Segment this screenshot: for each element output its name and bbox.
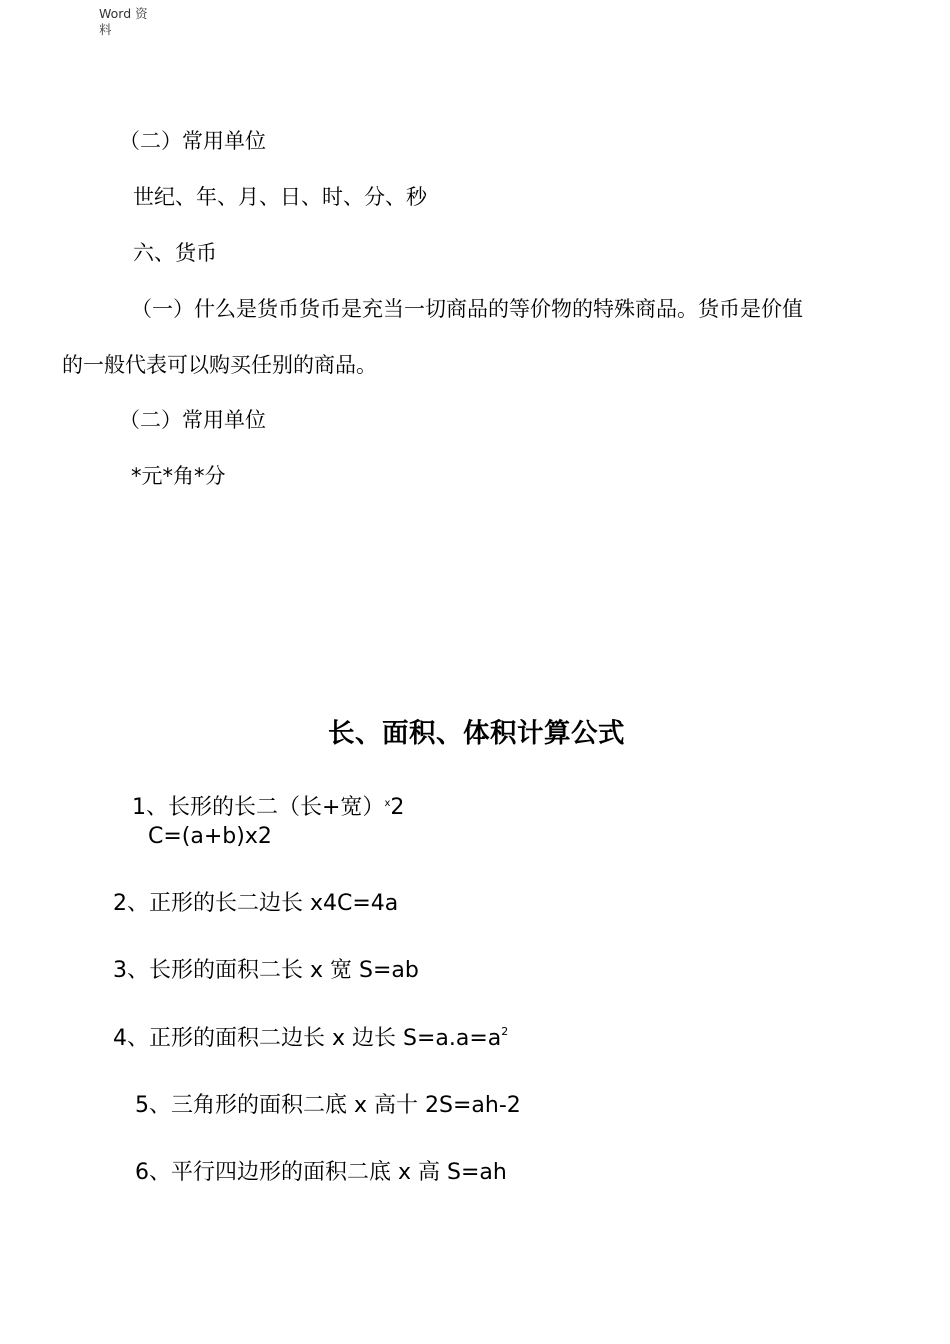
- page-header: [99, 6, 148, 38]
- formula-6: 6、平行四边形的面积二底 x 高 S=ah: [135, 1160, 507, 1185]
- header-line-2: 料: [99, 22, 112, 37]
- formula-5: 5、三角形的面积二底 x 高十 2S=ah-2: [135, 1093, 521, 1118]
- time-units-list: 世纪、年、月、日、时、分、秒: [133, 185, 427, 209]
- formula-3: 3、长形的面积二长 x 宽 S=ab: [113, 958, 419, 983]
- money-section-heading: 六、货币: [133, 241, 217, 265]
- formula-4: [113, 1025, 508, 1053]
- money-units-heading: （二）常用单位: [119, 408, 266, 432]
- formula-1-mark: x: [384, 798, 391, 809]
- formula-1-text: 1、长形的长二（长+宽）: [132, 795, 385, 820]
- formula-1-tail: 2: [390, 795, 405, 820]
- time-units-heading: （二）常用单位: [119, 129, 266, 153]
- money-units-list: *元*角*分: [131, 464, 226, 488]
- money-definition-line-1: （一）什么是货币货币是充当一切商品的等价物的特殊商品。货币是价值: [131, 297, 803, 321]
- formula-4-text: 4、正形的面积二边长 x 边长 S=a.a=a: [113, 1026, 502, 1051]
- header-line-1: Word 资: [99, 6, 148, 21]
- formula-1: [132, 794, 404, 822]
- formula-2: 2、正形的长二边长 x4C=4a: [113, 891, 399, 916]
- money-definition-line-2: 的一般代表可以购买任别的商品。: [62, 353, 377, 377]
- formulas-title: 长、面积、体积计算公式: [328, 718, 625, 749]
- formula-1-expression: C=(a+b)x2: [148, 824, 272, 849]
- formula-4-exponent: 2: [501, 1025, 509, 1038]
